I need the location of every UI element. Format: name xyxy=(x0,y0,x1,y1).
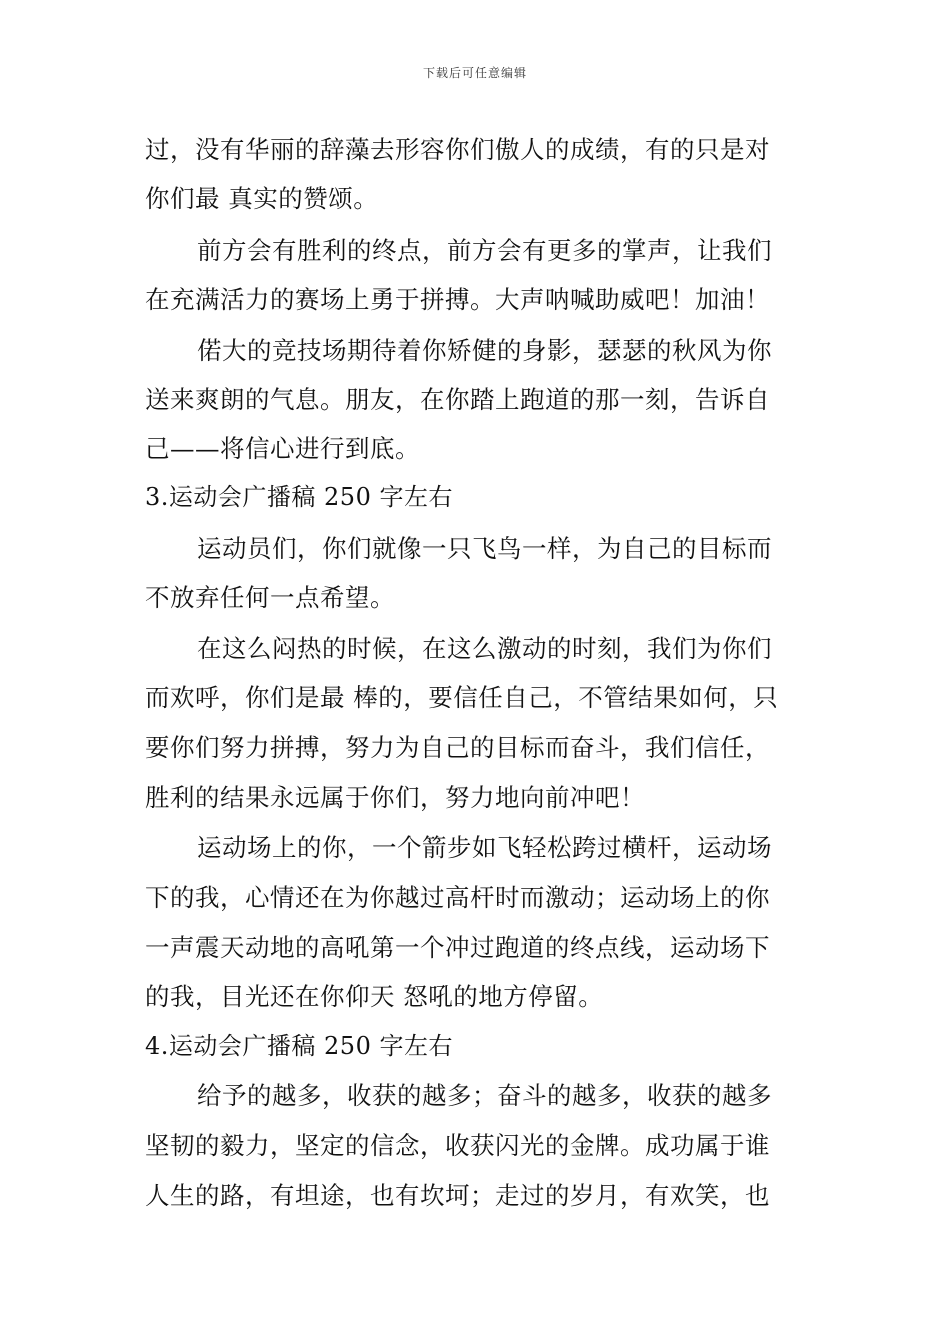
body-text-line: 一声震天动地的高吼第一个冲过跑道的终点线，运动场下 xyxy=(145,933,770,962)
body-text-line: 己——将信心进行到底。 xyxy=(145,434,420,463)
body-text-line: 人生的路，有坦途，也有坎坷；走过的岁月，有欢笑，也 xyxy=(145,1181,770,1210)
body-text-line: 在充满活力的赛场上勇于拼搏。大声呐喊助威吧！加油！ xyxy=(145,285,770,314)
paragraph-start-line: 给予的越多，收获的越多；奋斗的越多，收获的越多 xyxy=(197,1081,772,1110)
paragraph-start-line: 偌大的竞技场期待着你矫健的身影，瑟瑟的秋风为你 xyxy=(197,336,772,365)
body-text-line: 坚韧的毅力，坚定的信念，收获闪光的金牌。成功属于谁 xyxy=(145,1131,770,1160)
section-heading: 3.运动会广播稿 250 字左右 xyxy=(145,483,453,511)
page-header: 下载后可任意编辑 xyxy=(422,66,527,80)
body-text-line: 送来爽朗的气息。朋友，在你踏上跑道的那一刻，告诉自 xyxy=(145,385,770,414)
body-text-line: 下的我，心情还在为你越过高杆时而激动；运动场上的你 xyxy=(145,883,770,912)
body-text-line: 胜利的结果永远属于你们，努力地向前冲吧！ xyxy=(145,783,645,812)
body-text-line: 你们最 真实的赞颂。 xyxy=(145,184,379,213)
paragraph-start-line: 运动场上的你，一个箭步如飞轻松跨过横杆，运动场 xyxy=(197,833,772,862)
body-text-line: 过，没有华丽的辞藻去形容你们傲人的成绩，有的只是对 xyxy=(145,135,770,164)
paragraph-start-line: 在这么闷热的时候，在这么激动的时刻，我们为你们 xyxy=(197,634,772,663)
body-text-line: 不放弃任何一点希望。 xyxy=(145,583,395,612)
section-heading: 4.运动会广播稿 250 字左右 xyxy=(145,1032,453,1060)
body-text-line: 要你们努力拼搏，努力为自己的目标而奋斗，我们信任， xyxy=(145,733,770,762)
body-text-line: 的我，目光还在你仰天 怒吼的地方停留。 xyxy=(145,982,604,1011)
paragraph-start-line: 运动员们，你们就像一只飞鸟一样，为自己的目标而 xyxy=(197,534,772,563)
paragraph-start-line: 前方会有胜利的终点，前方会有更多的掌声，让我们 xyxy=(197,236,772,265)
body-text-line: 而欢呼，你们是最 棒的，要信任自己，不管结果如何，只 xyxy=(145,683,779,712)
